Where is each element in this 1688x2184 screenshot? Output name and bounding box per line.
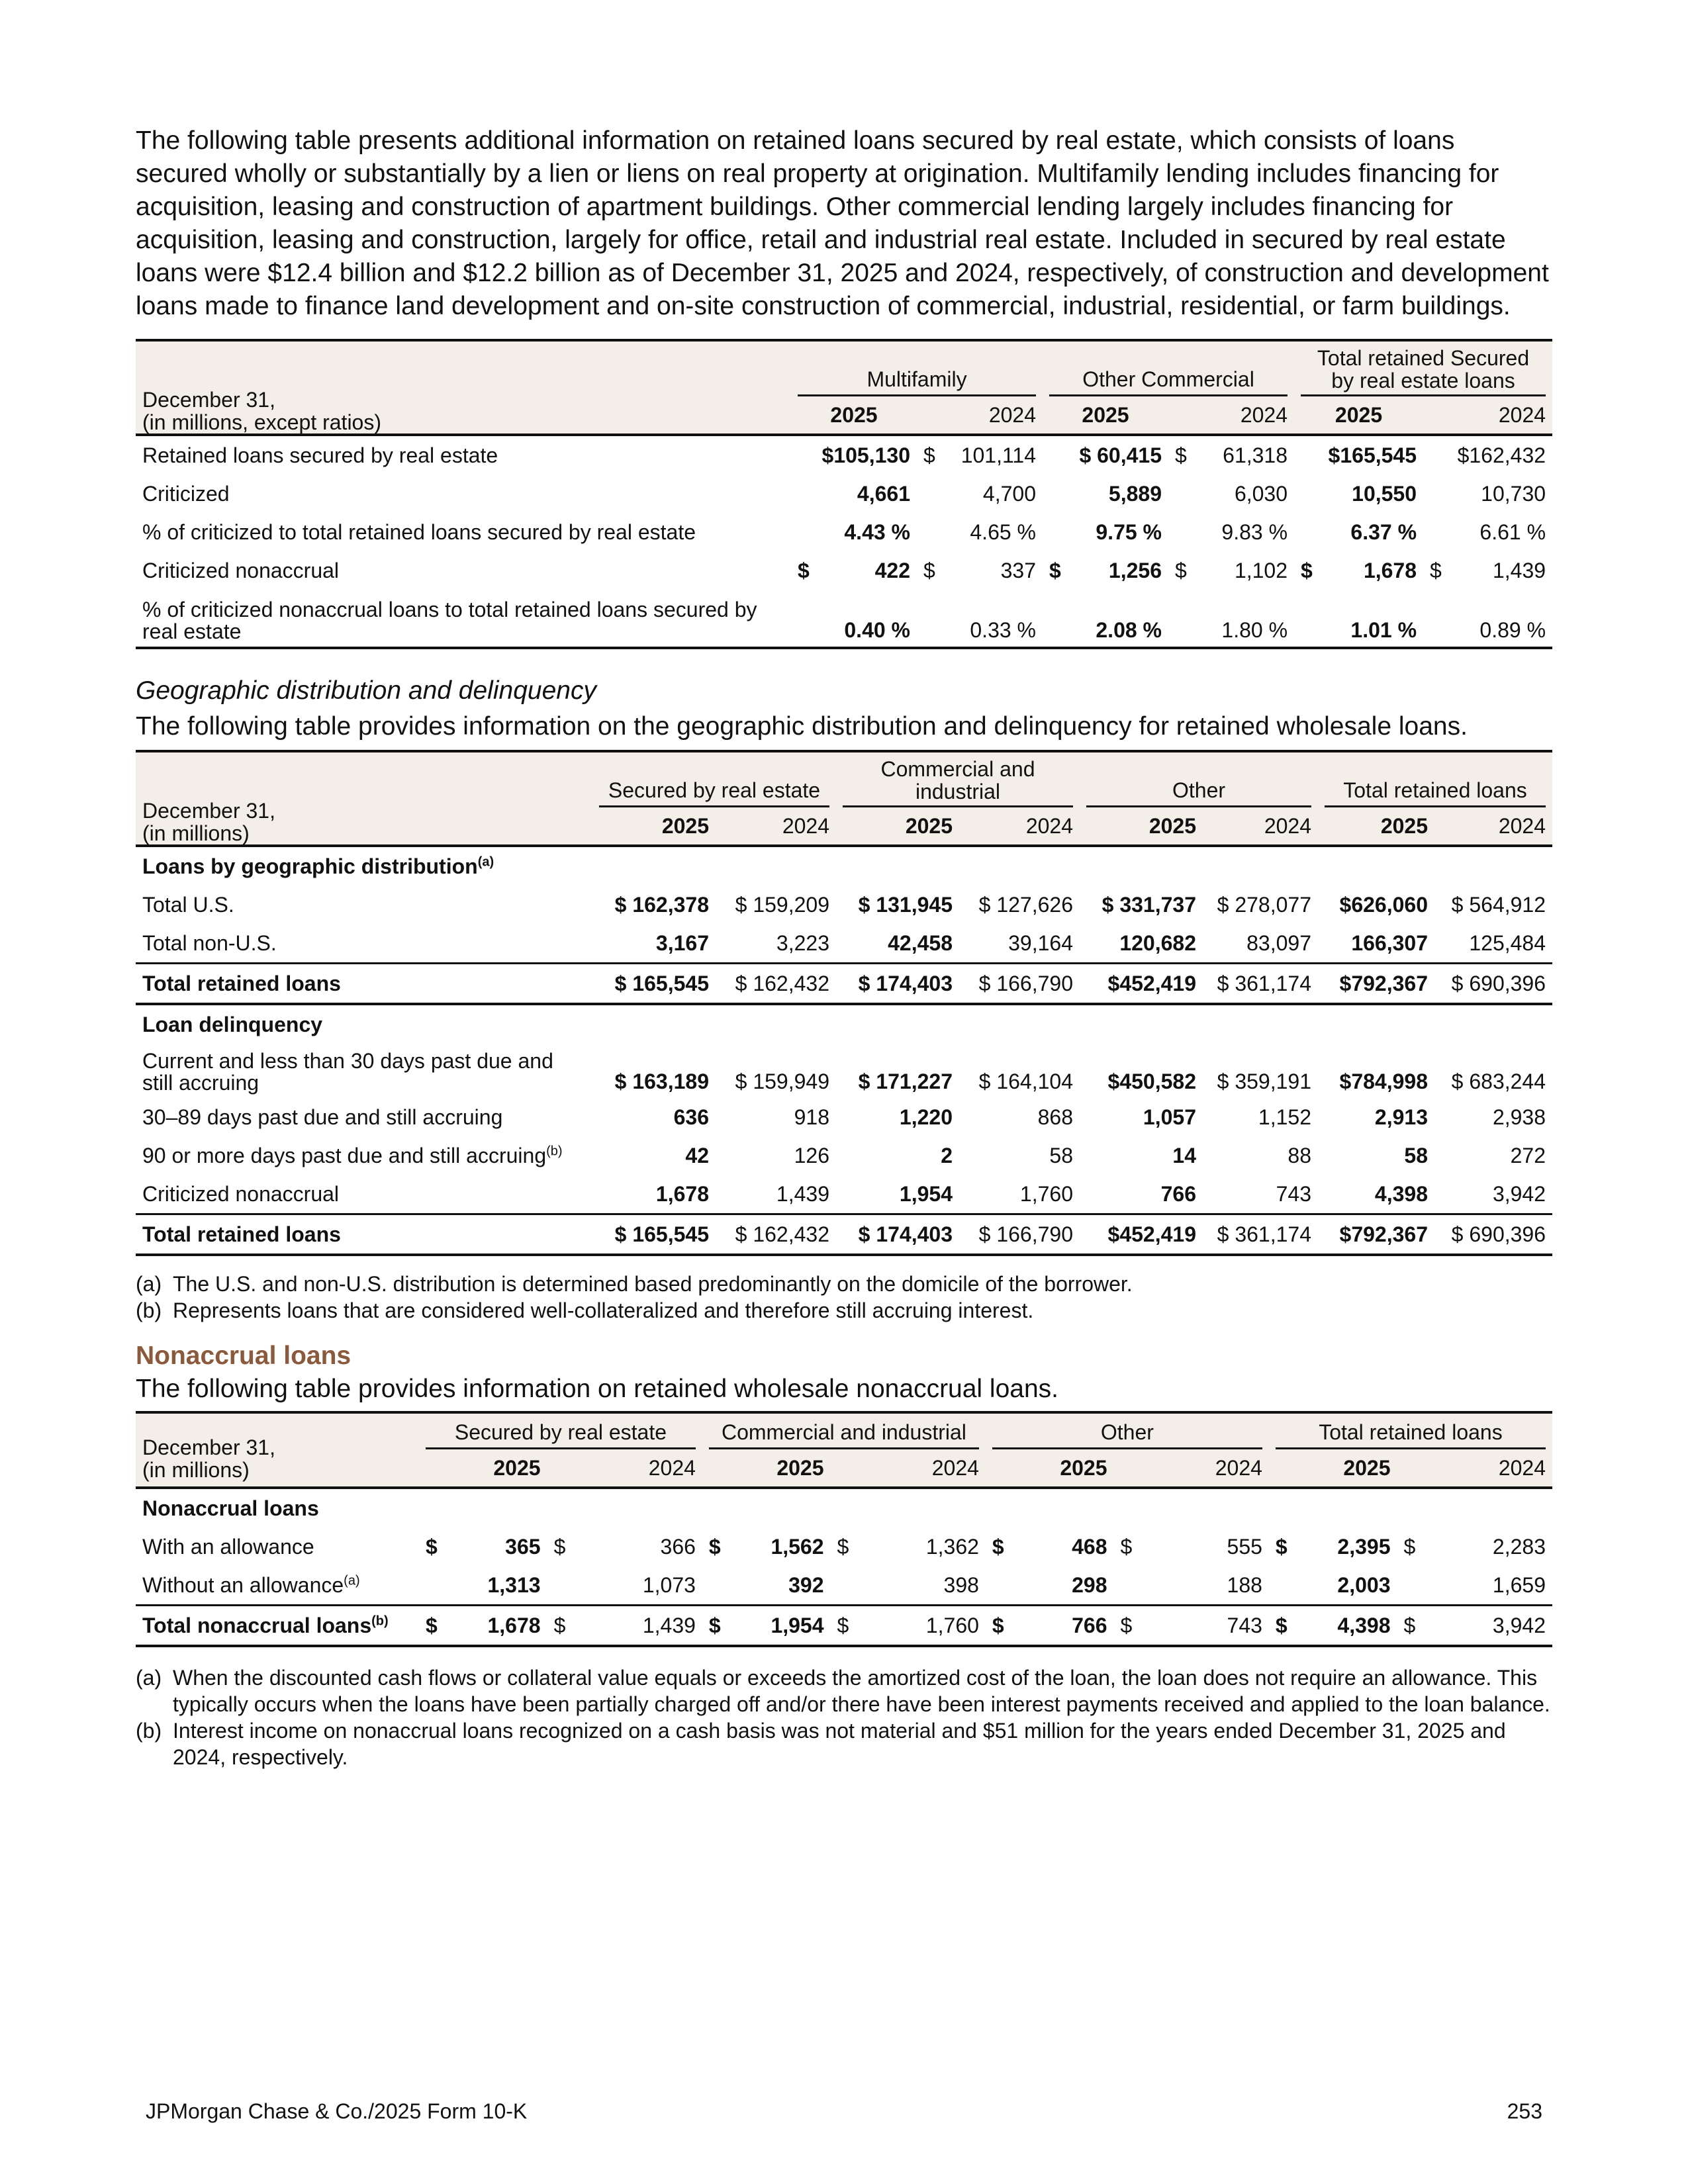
total-row: [136, 1214, 1552, 1255]
table-cell: $ 162,432: [716, 964, 836, 1005]
table-cell: $450,582: [1107, 1069, 1196, 1093]
row-label-text: Total retained loans: [142, 971, 341, 995]
table-cell: 88: [1288, 1143, 1311, 1167]
table-cell: [917, 551, 1043, 590]
table-cell: 166,307: [1351, 931, 1428, 955]
dollar-sign: $: [1397, 1606, 1425, 1647]
table-cell: 2,003: [1337, 1572, 1391, 1597]
row-label-text: Criticized nonaccrual: [142, 1181, 340, 1206]
table-cell: $ 690,396: [1434, 964, 1552, 1005]
row-label-text: 30–89 days past due and still accruing: [142, 1105, 503, 1129]
dollar-sign: $: [1114, 1606, 1141, 1647]
cell-value: 9.83 %: [1221, 520, 1288, 544]
table-cell: 14: [1172, 1143, 1196, 1167]
table-cell: [1168, 475, 1294, 513]
table-cell: $ 359,191: [1217, 1069, 1311, 1093]
table-header-units: (in millions): [142, 1458, 250, 1482]
cell-value: 4.65 %: [970, 520, 1036, 544]
row-label: [136, 1606, 419, 1647]
table-cell: 2: [941, 1143, 953, 1167]
year-2024: 2024: [1498, 402, 1546, 427]
table-cell: 918: [794, 1105, 829, 1129]
table-cell: 83,097: [1246, 931, 1311, 955]
cell-prefix: 4,661: [857, 481, 910, 506]
table-cell: [1168, 513, 1294, 551]
row-label: % of criticized nonaccrual loans to total retained loans secured by real estate: [142, 598, 757, 643]
cell-prefix: $: [1430, 558, 1442, 582]
section-row: [136, 1488, 1552, 1527]
table-cell: 555: [1227, 1534, 1262, 1559]
cell-prefix: $: [1175, 443, 1187, 467]
row-label: [136, 1566, 419, 1606]
table-cell: 1,954: [899, 1181, 953, 1206]
page-footer: [146, 2099, 1542, 2124]
table-header-units: (in millions, except ratios): [142, 410, 381, 434]
table-cell: 1,152: [1258, 1105, 1311, 1129]
dollar-sign: [1397, 1566, 1425, 1606]
cell-prefix: $162,432: [1457, 443, 1546, 467]
cell-value: 10,730: [1481, 481, 1546, 506]
table-cell: $ 162,432: [716, 1214, 836, 1255]
table-row: [136, 1566, 1552, 1606]
table-cell: 743: [1276, 1181, 1311, 1206]
table-cell: 365: [505, 1534, 541, 1559]
table-cell: [1294, 513, 1423, 551]
table-cell: 1,954: [729, 1606, 831, 1647]
footnote-a: (a) When the discounted cash flows or collateral value equals or exceeds the amortized cost of the loan, the loan does not require an allowance. This typically occurs when the loans have been partially charged off and/or there have been interest payments received and applied to the loan balance.: [136, 1666, 1550, 1716]
table-cell: $ 331,737: [1102, 892, 1196, 917]
table-row: [136, 886, 1552, 924]
table-cell: 392: [788, 1572, 824, 1597]
table-cell: [791, 513, 917, 551]
cell-value: 0.89 %: [1479, 618, 1546, 642]
table-cell: $ 159,949: [735, 1069, 829, 1093]
table-cell: 1,073: [642, 1572, 696, 1597]
column-group-secured-real-estate: Secured by real estate: [599, 778, 829, 807]
table-cell: [1168, 435, 1294, 475]
cell-value: 6.61 %: [1479, 520, 1546, 544]
table-cell: $ 165,545: [592, 964, 716, 1005]
cell-prefix: $: [923, 558, 935, 582]
year-2025: 2025: [905, 813, 953, 838]
row-label-text: 90 or more days past due and still accruing: [142, 1143, 547, 1167]
year-2024: 2024: [648, 1455, 696, 1480]
table-cell: 3,223: [776, 931, 829, 955]
dollar-sign: [1114, 1566, 1141, 1606]
cell-value: 1,102: [1234, 558, 1288, 582]
dollar-sign: $: [553, 1534, 566, 1559]
table-cell: $ 159,209: [735, 892, 829, 917]
cell-prefix: $: [1301, 558, 1313, 582]
total-row: [136, 964, 1552, 1005]
footnote-ref: (b): [546, 1143, 563, 1158]
table-cell: 58: [1404, 1143, 1428, 1167]
row-label: Criticized nonaccrual: [142, 558, 340, 582]
row-label-text: Total non-U.S.: [142, 931, 277, 955]
table-cell: 4,398: [1296, 1606, 1397, 1647]
footnote-ref: (a): [477, 854, 494, 869]
table-header-units: (in millions): [142, 821, 250, 845]
year-2025: 2025: [1335, 402, 1383, 427]
section-row: [136, 846, 1552, 886]
footnote-b: (b) Interest income on nonaccrual loans recognized on a cash basis was not material and $51 million for the years ended December 31, 2025 and 2024, respectively.: [136, 1719, 1506, 1769]
row-label-text: Without an allowance: [142, 1572, 344, 1597]
table-cell: [1423, 435, 1552, 475]
year-2024: 2024: [1240, 402, 1288, 427]
table-cell: $626,060: [1339, 892, 1428, 917]
table-cell: [1423, 513, 1552, 551]
cell-prefix: 5,889: [1108, 481, 1162, 506]
table-cell: 3,167: [655, 931, 709, 955]
table-cell: [1043, 551, 1168, 590]
row-label-text: Total retained loans: [142, 1222, 341, 1246]
nonaccrual-intro: The following table provides information on retained wholesale nonaccrual loans.: [136, 1375, 1059, 1403]
year-2025: 2025: [661, 813, 709, 838]
column-group-other: Other: [1086, 778, 1311, 807]
year-2024: 2024: [1498, 1455, 1546, 1480]
row-label: [136, 924, 592, 964]
section-label: [136, 1004, 1552, 1044]
table-cell: $ 131,945: [858, 892, 953, 917]
table-row: [136, 1527, 1552, 1566]
table-cell: $ 174,403: [836, 1214, 959, 1255]
cell-prefix: $105,130: [821, 443, 910, 467]
cell-prefix: $: [1049, 558, 1061, 582]
cell-prefix: 4.43 %: [844, 520, 910, 544]
geo-subtitle: Geographic distribution and delinquency: [136, 676, 596, 705]
dollar-sign: $: [1120, 1534, 1133, 1559]
column-group-cni: Commercial and industrial: [709, 1420, 979, 1449]
table-cell: $ 361,174: [1203, 964, 1318, 1005]
dollar-sign: $: [992, 1534, 1004, 1559]
table-cell: $ 164,104: [978, 1069, 1073, 1093]
dollar-sign: $: [547, 1606, 575, 1647]
page-content: [136, 124, 1552, 1770]
dollar-sign: $: [708, 1534, 721, 1559]
table-row: [136, 435, 1552, 475]
cell-prefix: 6.37 %: [1350, 520, 1417, 544]
table-cell: [791, 475, 917, 513]
table-cell: 2,395: [1337, 1534, 1391, 1559]
table-cell: [1043, 590, 1168, 648]
dollar-sign: $: [831, 1606, 858, 1647]
table-cell: [1294, 551, 1423, 590]
table-cell: [917, 590, 1043, 648]
table-cell: [917, 475, 1043, 513]
dollar-sign: $: [837, 1534, 849, 1559]
table-cell: [791, 590, 917, 648]
nonaccrual-loans-table: [136, 1411, 1552, 1647]
dollar-sign: [702, 1566, 729, 1606]
dollar-sign: $: [1275, 1534, 1288, 1559]
dollar-sign: $: [1269, 1606, 1296, 1647]
table-cell: $ 278,077: [1217, 892, 1311, 917]
column-group-other-commercial: Other Commercial: [1049, 367, 1288, 396]
footnote-ref: (b): [371, 1613, 389, 1628]
table-cell: $784,998: [1339, 1069, 1428, 1093]
table-cell: $452,419: [1080, 964, 1203, 1005]
cell-prefix: $165,545: [1328, 443, 1417, 467]
table-cell: $ 163,189: [614, 1069, 709, 1093]
table-cell: 3,942: [1424, 1606, 1552, 1647]
row-label: [136, 1098, 592, 1136]
cell-value: 1,256: [1108, 558, 1162, 582]
table-cell: $ 162,378: [614, 892, 709, 917]
column-group-other: Other: [992, 1420, 1262, 1449]
table-cell: 636: [673, 1105, 709, 1129]
table-cell: $792,367: [1318, 964, 1434, 1005]
table-cell: 2,938: [1492, 1105, 1546, 1129]
table-cell: $ 165,545: [592, 1214, 716, 1255]
table-cell: 1,678: [446, 1606, 547, 1647]
table-cell: 298: [1072, 1572, 1107, 1597]
cell-prefix: $: [1175, 558, 1187, 582]
footnote-ref: (a): [344, 1572, 360, 1588]
dollar-sign: $: [986, 1606, 1013, 1647]
table-cell: $452,419: [1080, 1214, 1203, 1255]
year-2025: 2025: [830, 402, 878, 427]
year-2024: 2024: [1215, 1455, 1262, 1480]
table-cell: 4,398: [1374, 1181, 1428, 1206]
row-label: Retained loans secured by real estate: [142, 443, 498, 467]
table-cell: [1294, 590, 1423, 648]
table-header-date: December 31,: [142, 388, 275, 412]
row-label: % of criticized to total retained loans secured by real estate: [142, 520, 696, 544]
table-cell: $ 166,790: [959, 1214, 1080, 1255]
year-2025: 2025: [1149, 813, 1196, 838]
table-cell: [917, 513, 1043, 551]
geo-intro: The following table provides information on the geographic distribution and delinquency for retained wholesale loans.: [136, 712, 1468, 741]
year-2024: 2024: [931, 1455, 979, 1480]
section-label: Nonaccrual loans: [142, 1496, 319, 1520]
table-cell: 868: [1037, 1105, 1073, 1129]
table-cell: 1,760: [857, 1606, 986, 1647]
table-cell: [1043, 435, 1168, 475]
dollar-sign: [1269, 1566, 1296, 1606]
table-cell: [1294, 435, 1423, 475]
table-cell: 1,439: [776, 1181, 829, 1206]
table-cell: 2,913: [1374, 1105, 1428, 1129]
year-2024: 2024: [1025, 813, 1073, 838]
table-cell: 1,659: [1492, 1572, 1546, 1597]
dollar-sign: $: [425, 1534, 438, 1559]
table-row: [136, 513, 1552, 551]
page-number: 253: [1507, 2099, 1542, 2123]
row-label-text: Total nonaccrual loans: [142, 1613, 372, 1637]
table-cell: 1,439: [574, 1606, 702, 1647]
table-cell: [1043, 475, 1168, 513]
table-cell: [1043, 513, 1168, 551]
section-title: Loan delinquency: [142, 1012, 323, 1036]
cell-value: 1.80 %: [1221, 618, 1288, 642]
table-cell: 188: [1227, 1572, 1262, 1597]
table-cell: 42: [685, 1143, 709, 1167]
table-cell: 1,362: [925, 1534, 979, 1559]
year-2025: 2025: [776, 1455, 824, 1480]
table-cell: $ 361,174: [1203, 1214, 1318, 1255]
table-cell: [791, 435, 917, 475]
row-label: Criticized: [142, 481, 230, 506]
table-cell: 398: [943, 1572, 979, 1597]
cell-value: 0.33 %: [970, 618, 1036, 642]
table-cell: 1,220: [899, 1105, 953, 1129]
table-row: [136, 551, 1552, 590]
table-cell: 1,057: [1143, 1105, 1196, 1129]
table-cell: 1,760: [1019, 1181, 1073, 1206]
table-cell: 272: [1510, 1143, 1546, 1167]
dollar-sign: [419, 1566, 446, 1606]
year-2025: 2025: [1060, 1455, 1107, 1480]
section-title: Loans by geographic distribution: [142, 854, 478, 878]
cell-value: 1,439: [1492, 558, 1546, 582]
year-2024: 2024: [1264, 813, 1311, 838]
cell-value: 101,114: [961, 443, 1036, 467]
total-row: [136, 1606, 1552, 1647]
table-cell: $ 127,626: [978, 892, 1073, 917]
column-group-cni-line2: industrial: [843, 780, 1073, 807]
table-cell: 766: [1160, 1181, 1196, 1206]
cell-value: 6,030: [1234, 481, 1288, 506]
column-group-total: Total retained loans: [1276, 1420, 1546, 1449]
table-cell: [1168, 590, 1294, 648]
footnote-b: (b) Represents loans that are considered well-collateralized and therefore still accruing interest.: [136, 1298, 1034, 1322]
dollar-sign: [547, 1566, 575, 1606]
section-row: [136, 1004, 1552, 1044]
row-label: [136, 1175, 592, 1214]
intro-paragraph: The following table presents additional information on retained loans secured by real estate, which consists of loans secured wholly or substantially by a lien or liens on real property at origination. Multifamily lending includes financing for acquisition, leasing and construction of apartment buildings. Other commercial lending largely includes financing for acquisition, leasing and construction, largely for office, retail and industrial real estate. Included in secured by real estate loans were $12.4 billion and $12.2 billion as of December 31, 2025 and 2024, respectively, of construction and development loans made to finance land development and on-site construction of commercial, industrial, residential, or farm buildings.: [136, 126, 1549, 320]
table-cell: [1423, 590, 1552, 648]
table-row: [136, 1098, 1552, 1136]
column-group-secured-real-estate: Secured by real estate: [426, 1420, 696, 1449]
table-cell: 39,164: [1008, 931, 1073, 955]
cell-prefix: 9.75 %: [1096, 520, 1162, 544]
cell-prefix: 10,550: [1352, 481, 1417, 506]
dollar-sign: $: [419, 1606, 446, 1647]
row-label: [136, 1044, 592, 1098]
nonaccrual-section-title: Nonaccrual loans: [136, 1342, 352, 1370]
cell-prefix: $ 60,415: [1079, 443, 1162, 467]
cell-prefix: $: [798, 558, 810, 582]
table-cell: 2,283: [1492, 1534, 1546, 1559]
year-2025: 2025: [493, 1455, 541, 1480]
table-header-date: December 31,: [142, 1435, 275, 1459]
table-header-date: December 31,: [142, 799, 275, 823]
table-cell: 468: [1072, 1534, 1107, 1559]
table-row: [136, 1044, 1552, 1098]
table-cell: $ 174,403: [836, 964, 959, 1005]
year-2025: 2025: [1380, 813, 1428, 838]
table-row: [136, 475, 1552, 513]
column-group-total-line2: by real estate loans: [1301, 369, 1546, 396]
geographic-delinquency-table: [136, 750, 1552, 1256]
table-row: [136, 1175, 1552, 1214]
table-cell: [917, 435, 1043, 475]
cell-prefix: $: [923, 443, 935, 467]
year-2024: 2024: [988, 402, 1036, 427]
table-cell: 126: [794, 1143, 829, 1167]
column-group-multifamily: Multifamily: [798, 367, 1036, 396]
table-cell: [1294, 475, 1423, 513]
table-cell: 125,484: [1469, 931, 1546, 955]
table-row: [136, 590, 1552, 648]
year-2024: 2024: [1498, 813, 1546, 838]
column-group-total-line1: Total retained Secured: [1317, 346, 1530, 370]
table-cell: [1168, 551, 1294, 590]
cell-value: 1,678: [1363, 558, 1417, 582]
section-label: [136, 846, 1552, 886]
footnote-a: (a) The U.S. and non-U.S. distribution is determined based predominantly on the domicile of the borrower.: [136, 1272, 1133, 1296]
cell-value: 61,318: [1223, 443, 1288, 467]
row-label: [136, 886, 592, 924]
table-cell: [1423, 475, 1552, 513]
footer-document-name: JPMorgan Chase & Co./2025 Form 10-K: [146, 2099, 528, 2123]
year-2024: 2024: [782, 813, 829, 838]
column-group-cni-line1: Commercial and: [880, 757, 1035, 781]
row-label: [136, 1214, 592, 1255]
column-group-total: Total retained loans: [1325, 778, 1546, 807]
cell-value: 337: [1000, 558, 1036, 582]
cell-value: 4,700: [982, 481, 1036, 506]
cell-prefix: 1.01 %: [1350, 618, 1417, 642]
table-row: [136, 924, 1552, 964]
table-cell: $ 683,244: [1451, 1069, 1546, 1093]
table-cell: $792,367: [1318, 1214, 1434, 1255]
table-cell: 743: [1141, 1606, 1269, 1647]
table-cell: $ 690,396: [1434, 1214, 1552, 1255]
year-2025: 2025: [1343, 1455, 1391, 1480]
table-cell: [791, 551, 917, 590]
row-label: [136, 964, 592, 1005]
table-cell: $ 166,790: [959, 964, 1080, 1005]
row-label: [136, 1136, 592, 1175]
table-cell: 766: [1013, 1606, 1114, 1647]
cell-prefix: 0.40 %: [844, 618, 910, 642]
row-label-text: Total U.S.: [142, 892, 234, 917]
table-cell: 1,562: [771, 1534, 824, 1559]
table-cell: 58: [1049, 1143, 1073, 1167]
table-cell: 120,682: [1119, 931, 1196, 955]
table-cell: $ 171,227: [858, 1069, 953, 1093]
row-label: [136, 1527, 419, 1566]
cell-prefix: 2.08 %: [1096, 618, 1162, 642]
row-label-text: With an allowance: [142, 1534, 314, 1559]
row-label-text: Current and less than 30 days past due and still accruing: [142, 1049, 553, 1095]
table-cell: 366: [660, 1534, 696, 1559]
dollar-sign: [986, 1566, 1013, 1606]
cell-value: 422: [874, 558, 910, 582]
table-row: [136, 1136, 1552, 1175]
dollar-sign: $: [1403, 1534, 1416, 1559]
dollar-sign: [831, 1566, 858, 1606]
real-estate-loans-table: [136, 339, 1552, 649]
table-cell: 42,458: [888, 931, 953, 955]
table-cell: $ 564,912: [1451, 892, 1546, 917]
table-cell: 1,678: [655, 1181, 709, 1206]
year-2025: 2025: [1082, 402, 1129, 427]
table-cell: [1423, 551, 1552, 590]
table-cell: 1,313: [487, 1572, 541, 1597]
dollar-sign: $: [702, 1606, 729, 1647]
table-cell: 3,942: [1492, 1181, 1546, 1206]
